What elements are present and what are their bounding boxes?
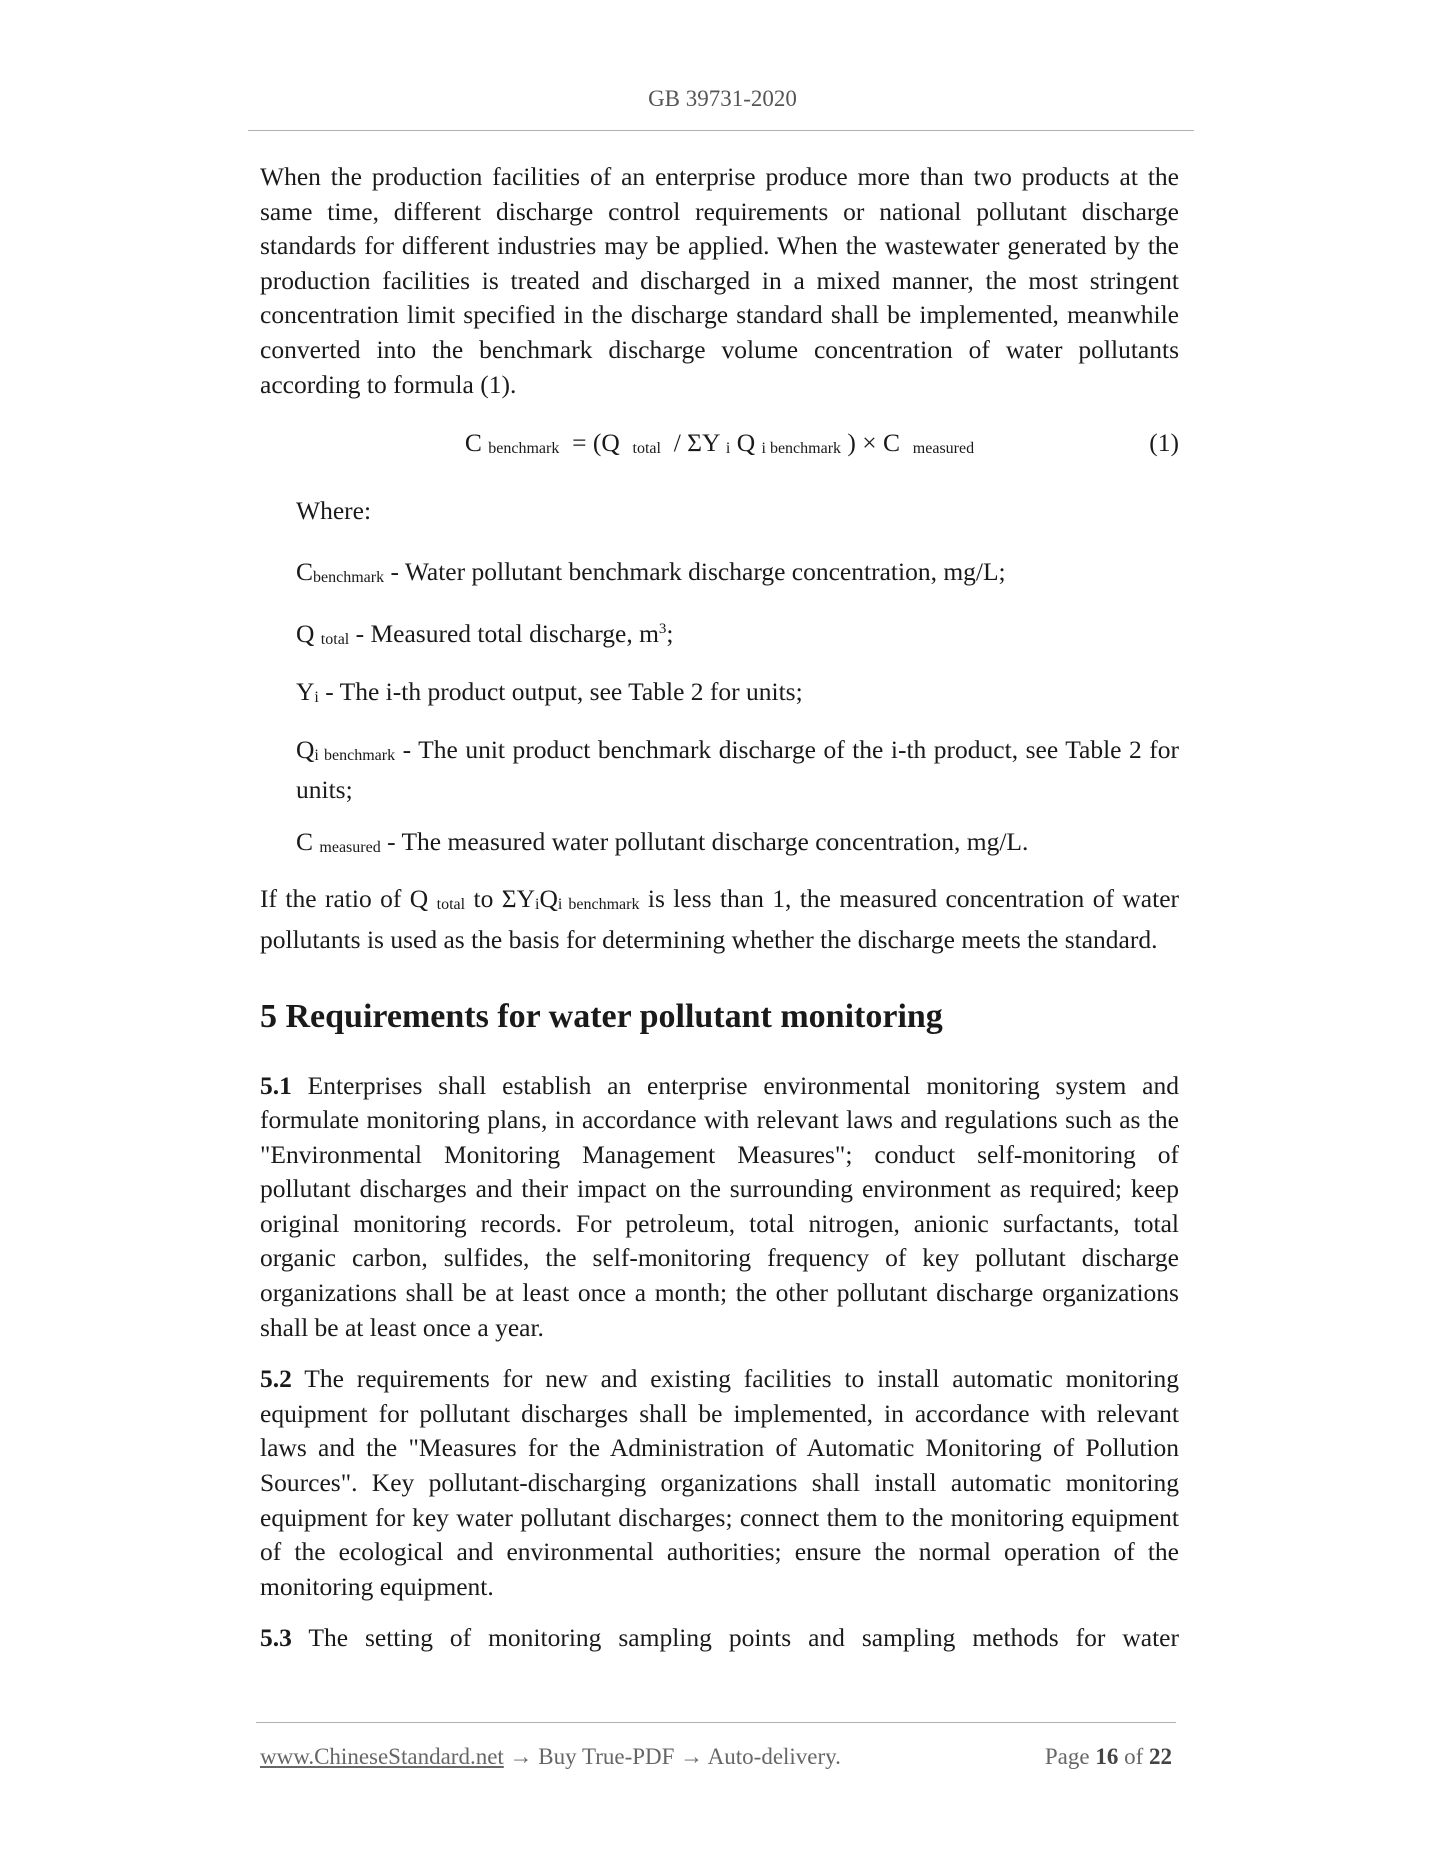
clause-text: The setting of monitoring sampling points and sampling methods for water — [291, 1623, 1179, 1653]
clause-text: The requirements for new and existing facilities to install automatic monitoring equipment for pollutant discharges shall be implemented, in accordance with relevant laws and the "Measures for the Administration of Automatic Monitoring of Pollution Sources". Key pollutant-discharging organizations shall install automatic monitoring equipment for key water pollutant discharges; connect them to the monitoring equipment of the ecological and environmental authorities; ensure the normal operation of the monitoring equipment. — [260, 1364, 1186, 1601]
formula-number: (1) — [1149, 428, 1179, 458]
definition-q-i-benchmark — [296, 733, 1186, 808]
formula-i-sub: i — [725, 440, 731, 458]
formula-close-times: ) × C — [847, 428, 907, 458]
definition-text: - Measured total discharge, m — [349, 619, 659, 649]
formula-1 — [260, 428, 1179, 468]
formula-measured-sub: measured — [912, 440, 975, 458]
definition-sub: i — [314, 688, 319, 706]
definition-text: - The unit product benchmark discharge of the i-th product, see Table 2 for units; — [296, 734, 1186, 805]
ratio-paragraph — [260, 882, 1186, 957]
definition-symbol: C — [296, 826, 314, 856]
definition-c-measured — [296, 825, 1179, 866]
page-current: 16 — [1095, 1744, 1119, 1769]
formula-eq-open: = (Q — [565, 428, 627, 458]
clause-5-2 — [260, 1362, 1186, 1604]
clause-number: 5.3 — [260, 1623, 292, 1653]
definition-symbol: Y — [296, 676, 315, 706]
definition-sub: total — [320, 631, 350, 649]
page-label: Page — [1044, 1744, 1096, 1769]
definition-symbol: Q — [296, 734, 315, 764]
formula-total-sub: total — [632, 440, 661, 458]
formula-q: Q — [736, 428, 756, 458]
ratio-text: If the ratio of Q — [260, 884, 437, 914]
ratio-text: Q — [539, 884, 558, 914]
definitions-block — [296, 494, 1186, 865]
clause-text: Enterprises shall establish an enterprise environmental monitoring system and formulate monitoring plans, in accordance with relevant laws and regulations such as the "Environmental Monitoring Management Measures"; conduct self-monitoring of pollutant discharges and their impact on the surrounding environment as required; keep original monitoring records. For petroleum, total nitrogen, anionic surfactants, total organic carbon, sulfides, the self-monitoring frequency of key pollutant discharge organizations shall be at least once a month; the other pollutant discharge organizations shall be at least once a year. — [260, 1070, 1186, 1342]
definition-q-total — [296, 612, 1179, 658]
definition-text: - The i-th product output, see Table 2 for units; — [318, 676, 803, 706]
footer-promo — [260, 1744, 841, 1770]
definition-text: - Water pollutant benchmark discharge concentration, mg/L; — [384, 556, 1006, 586]
definition-sup: 3 — [658, 621, 667, 638]
definition-symbol: C — [296, 556, 314, 586]
ratio-text: to ΣY — [465, 884, 535, 914]
formula-benchmark-sub: benchmark — [488, 440, 560, 458]
definition-sub: measured — [319, 838, 381, 856]
page-header: GB 39731-2020 — [648, 86, 797, 111]
definition-sub: i benchmark — [314, 746, 396, 764]
definition-symbol: Q — [296, 619, 315, 649]
ratio-text: is less than 1, the measured concentration of water pollutants is used as the basis for determining whether the discharge meets the standard. — [260, 884, 1186, 954]
website-link[interactable]: www.ChineseStandard.net — [260, 1744, 504, 1769]
page-content — [260, 160, 1186, 1656]
clause-number: 5.2 — [260, 1364, 292, 1394]
page-number — [1045, 1744, 1172, 1770]
definition-text: - The measured water pollutant discharge concentration, mg/L. — [380, 826, 1029, 856]
footer-promo-text: → Buy True-PDF → Auto-delivery. — [503, 1744, 841, 1769]
clause-number: 5.1 — [260, 1070, 292, 1100]
section-heading: 5 Requirements for water pollutant monitoring — [260, 997, 943, 1035]
definition-end: ; — [666, 619, 674, 649]
page-total: 22 — [1149, 1744, 1172, 1769]
clause-5-1 — [260, 1069, 1186, 1346]
of-label: of — [1118, 1744, 1149, 1769]
ratio-sub: total — [436, 896, 466, 914]
formula-i-benchmark-sub: i benchmark — [761, 440, 842, 458]
ratio-sub: i benchmark — [557, 896, 640, 914]
formula-slash-sum: / ΣY — [667, 428, 720, 458]
clause-5-3 — [260, 1621, 1179, 1656]
definition-y-i — [296, 675, 1179, 716]
header-divider — [248, 130, 1194, 131]
formula-c: C — [464, 428, 482, 458]
intro-paragraph: When the production facilities of an enterprise produce more than two products at the same time, different discharge control requirements or national pollutant discharge standards for different industries may be applied. When the wastewater generated by the production facilities is treated and discharged in a mixed manner, the most stringent concentration limit specified in the discharge standard shall be implemented, meanwhile converted into the benchmark discharge volume concentration of water pollutants according to formula (1). — [260, 162, 1179, 399]
footer-divider — [256, 1722, 1176, 1723]
formula-expression — [260, 428, 1179, 458]
definition-c-benchmark — [296, 555, 1179, 596]
where-label: Where: — [296, 496, 372, 526]
ratio-sub: i — [535, 896, 540, 914]
definition-sub: benchmark — [313, 568, 385, 586]
